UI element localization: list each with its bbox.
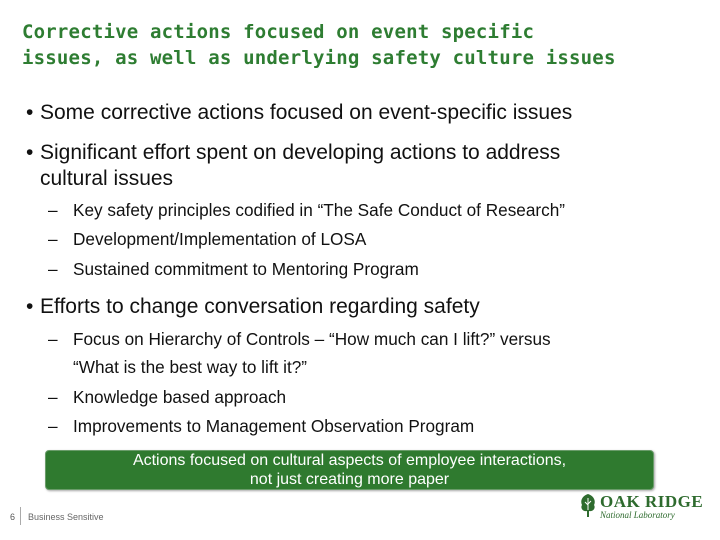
sub-bullet-text: “What is the best way to lift it?” <box>73 357 308 377</box>
page-number: 6 <box>10 512 16 522</box>
bullet-2-text-line-1: Significant effort spent on developing actions to address <box>40 141 561 164</box>
callout-line-2: not just creating more paper <box>249 471 450 488</box>
sub-bullet-text: Key safety principles codified in “The Safe Conduct of Research” <box>73 200 566 220</box>
footer-divider <box>20 507 21 525</box>
callout-box <box>45 450 654 490</box>
bullet-marker: • <box>26 295 34 318</box>
tree-icon <box>578 492 598 518</box>
dash-marker: – <box>48 329 58 349</box>
dash-marker: – <box>48 387 58 407</box>
bullet-marker: • <box>26 141 34 164</box>
sub-bullet-text: Knowledge based approach <box>73 387 287 407</box>
sensitivity-label: Business Sensitive <box>28 512 104 522</box>
bullet-3-text: Efforts to change conversation regarding safety <box>40 295 480 318</box>
sub-bullet-text: Focus on Hierarchy of Controls – “How much can I lift?” versus <box>73 329 551 349</box>
dash-marker: – <box>48 416 58 436</box>
dash-marker: – <box>48 229 58 249</box>
dash-marker: – <box>48 200 58 220</box>
bullet-1-text: Some corrective actions focused on event-specific issues <box>40 101 573 124</box>
dash-marker: – <box>48 259 58 279</box>
bullet-2-text-line-2: cultural issues <box>40 167 174 190</box>
title-line-1: Corrective actions focused on event specific <box>22 21 535 43</box>
slide-title <box>22 19 702 71</box>
bullet-marker: • <box>26 101 34 124</box>
sub-bullet-text: Sustained commitment to Mentoring Program <box>73 259 419 279</box>
callout-line-1: Actions focused on cultural aspects of employee interactions, <box>132 452 567 469</box>
sub-bullet-text: Improvements to Management Observation Program <box>73 416 475 436</box>
logo-main-text: OAK RIDGE <box>600 492 704 511</box>
sub-bullet-text: Development/Implementation of LOSA <box>73 229 367 249</box>
title-line-2: issues, as well as underlying safety culture issues <box>22 47 616 69</box>
oak-ridge-logo <box>578 492 704 522</box>
logo-sub-text: National Laboratory <box>600 510 675 520</box>
